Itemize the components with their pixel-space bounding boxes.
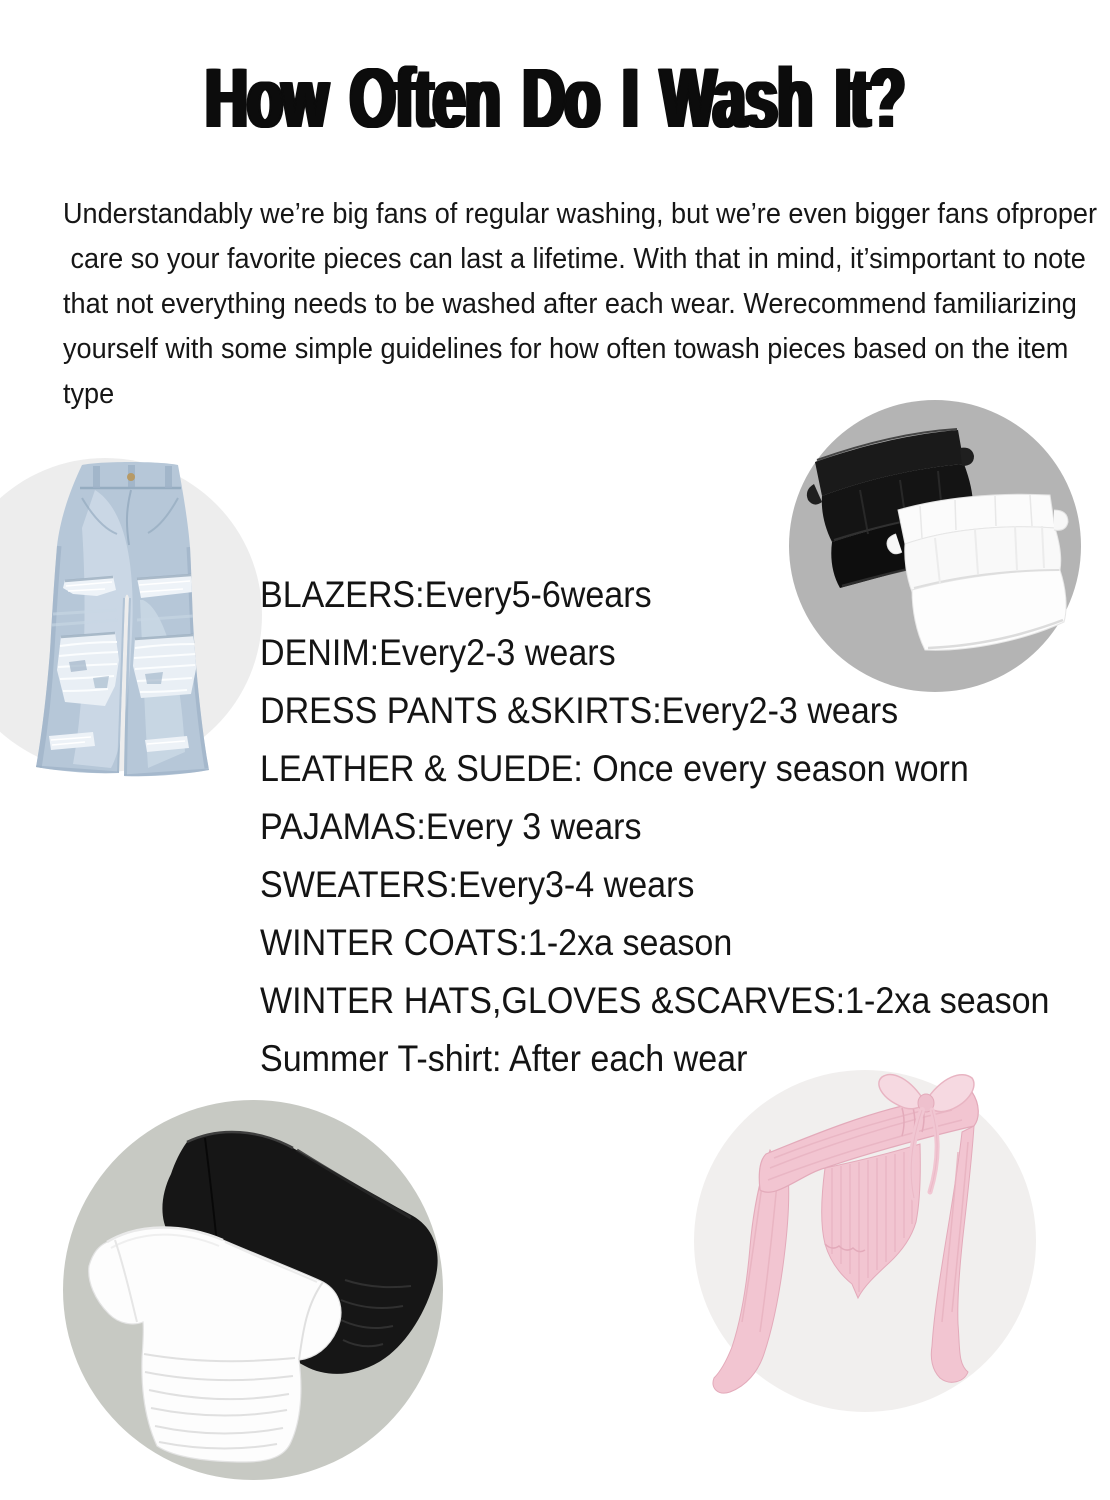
- wash-list-item: DENIM:Every2-3 wears: [260, 632, 616, 673]
- tshirts-graphic: [45, 1090, 475, 1500]
- intro-line: care so your favorite pieces can last a lifetime. With that in mind, it’simportant to note: [63, 243, 1086, 275]
- wash-list-item: WINTER COATS:1-2xa season: [260, 922, 733, 963]
- intro-line: Understandably we’re big fans of regular washing, but we’re even bigger fans ofproper: [63, 198, 1097, 230]
- sweater-graphic: [690, 1062, 1110, 1417]
- wash-list-item: PAJAMAS:Every 3 wears: [260, 806, 642, 847]
- tshirts-photo: [45, 1090, 475, 1500]
- page-title: How Often Do I Wash It?: [205, 51, 905, 145]
- wash-list-item: DRESS PANTS &SKIRTS:Every2-3 wears: [260, 690, 899, 731]
- intro-line: type: [63, 378, 115, 410]
- wash-list-item: BLAZERS:Every5-6wears: [260, 574, 652, 615]
- wash-list-item: Summer T-shirt: After each wear: [260, 1038, 748, 1079]
- wash-list-item: WINTER HATS,GLOVES &SCARVES:1-2xa season: [260, 980, 1050, 1021]
- sweater-photo: [690, 1062, 1110, 1417]
- intro-line: that not everything needs to be washed after each wear. Werecommend familiarizing: [63, 288, 1077, 320]
- wash-list-item: LEATHER & SUEDE: Once every season worn: [260, 748, 969, 789]
- wash-frequency-list: [260, 566, 1049, 1088]
- intro-line: yourself with some simple guidelines for how often towash pieces based on the item: [63, 333, 1069, 365]
- intro-paragraph: [63, 192, 1097, 417]
- jeans-photo: [0, 450, 275, 790]
- wash-list-item: SWEATERS:Every3-4 wears: [260, 864, 695, 905]
- jeans-graphic: [0, 450, 275, 790]
